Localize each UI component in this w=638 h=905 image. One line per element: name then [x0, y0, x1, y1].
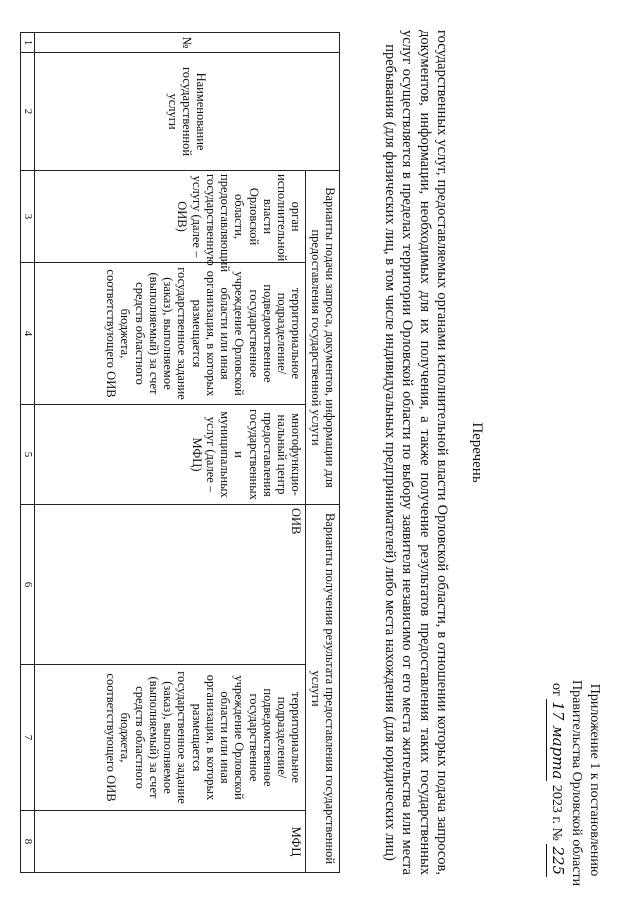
approval-line-1: Приложение 1 к постановлению: [587, 683, 602, 877]
header-result-options: Варианты получения результата предоставления государственной услуги: [306, 505, 340, 873]
date-prefix: от: [548, 682, 564, 696]
handwritten-date: 17 марта: [546, 699, 567, 781]
cell-submission-subdivision: территориальное подразделение/ подведомственное государственное учреждение Орловской области или иная организация, в которых размещается государственное задание (заказ), выполняемое (выполняемый) за счет средств областного бюджета, соответствующего ОИВ: [34, 263, 306, 405]
cell-result-subdivision: территориальное подразделение/ подведомственное государственное учреждение Орловской области или иная организация, в которых размещается государственное задание (заказ), выполняемое (выполняемый) за счет средств областного бюджета, соответствующего ОИВ: [34, 665, 306, 811]
handwritten-number: 225: [546, 844, 567, 877]
cell-result-oiv: ОИВ: [34, 505, 306, 665]
approval-date-line: [546, 680, 567, 880]
header-service-name: Наименование государственной услуги: [34, 53, 339, 171]
services-table: [20, 32, 340, 873]
table-header-row: [306, 33, 340, 873]
column-number-1: 1: [21, 33, 35, 53]
approval-stamp: [546, 680, 603, 887]
document-heading: [380, 30, 486, 875]
document-title: Перечень: [469, 422, 485, 483]
cell-submission-oiv: орган исполнительной власти Орловской области, предоставляющий государственную услугу (далее – ОИВ): [34, 171, 306, 263]
column-number-3: 3: [21, 171, 35, 263]
cell-submission-mfc: многофункцио-нальный центр предоставления государственных и муниципальных услуг (далее – МФЦ): [34, 405, 306, 505]
document-subtitle: государственных услуг, предоставляемых органами исполнительной власти Орловской области, в отношении которых подача запросов, документов, информации, необходимых для их получения, а также получение результатов предоставления таких государственных услуг осуществляется в пределах территории Орловской области по выбору заявителя независимо от его места жительства или места пребывания (для физических лиц, в том числе индивидуальных предпринимателей) либо места нахождения (для юридических лиц): [381, 30, 450, 875]
column-number-6: 6: [21, 505, 35, 665]
column-number-7: 7: [21, 665, 35, 811]
header-submission-options: Варианты подачи запроса, документов, информации для предоставления государственной услуги: [306, 171, 340, 505]
column-numbers-row: [21, 33, 35, 873]
column-number-5: 5: [21, 405, 35, 505]
date-year: 2023 г. №: [548, 784, 564, 841]
header-no: №: [34, 33, 339, 53]
column-number-8: 8: [21, 811, 35, 873]
column-number-2: 2: [21, 53, 35, 171]
column-number-4: 4: [21, 263, 35, 405]
approval-line-2: Правительства Орловской области: [568, 680, 584, 887]
cell-result-mfc: МФЦ: [34, 811, 306, 873]
